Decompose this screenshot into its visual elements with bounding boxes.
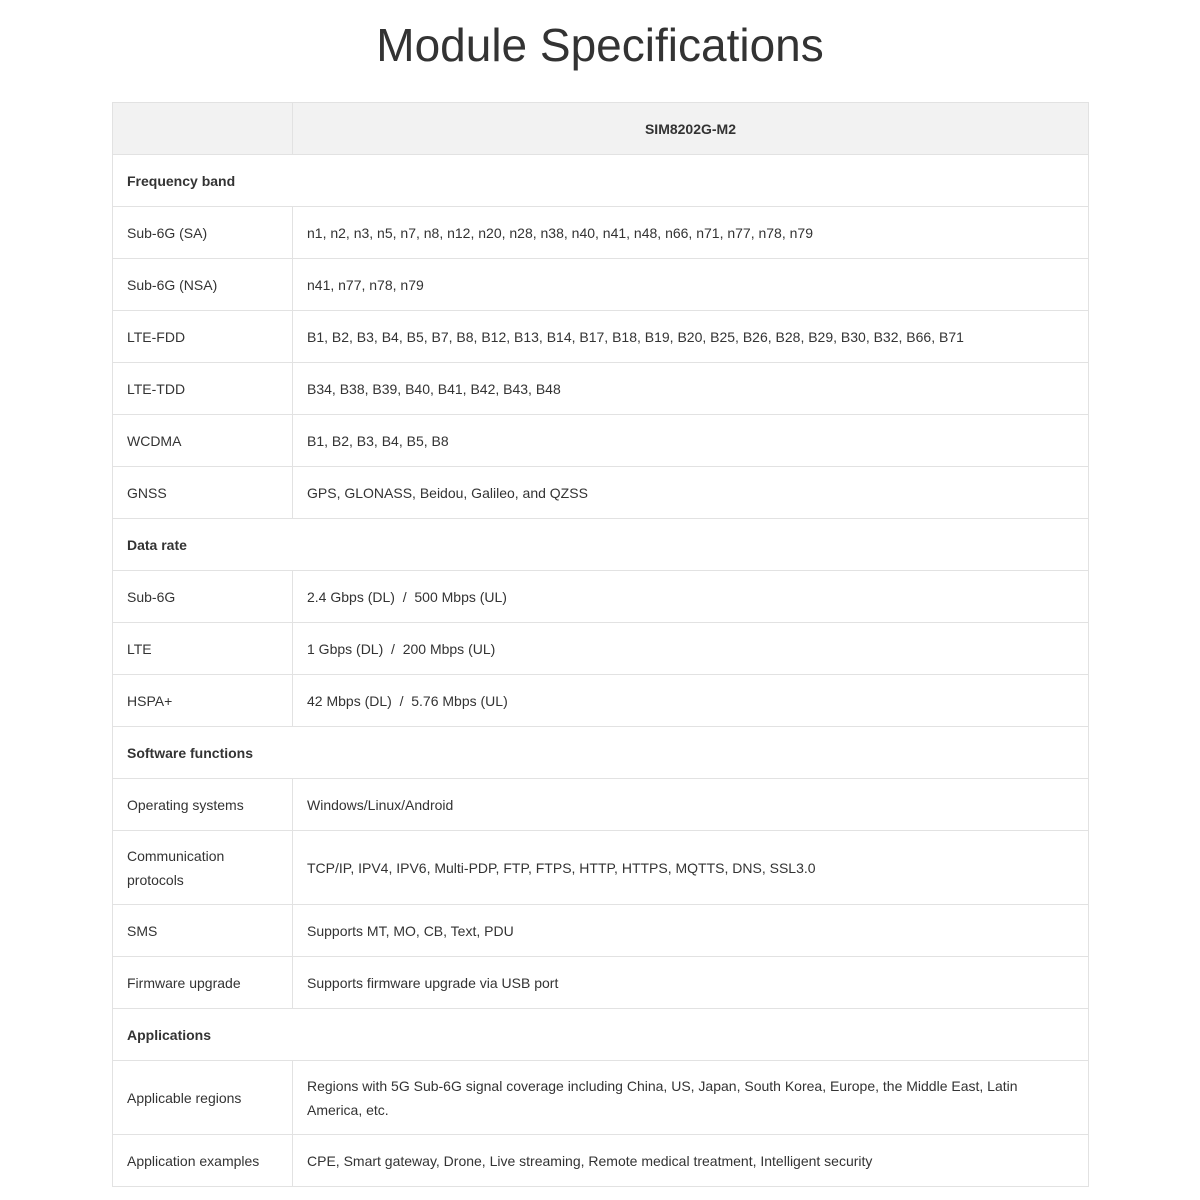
- table-row: [113, 311, 1089, 363]
- table-row: [113, 1135, 1089, 1187]
- spec-label: Sub-6G (NSA): [113, 259, 293, 311]
- table-row: [113, 779, 1089, 831]
- table-row: [113, 467, 1089, 519]
- header-model: SIM8202G-M2: [293, 103, 1089, 155]
- spec-value: Regions with 5G Sub-6G signal coverage including China, US, Japan, South Korea, Europe, the Middle East, Latin America, etc.: [293, 1061, 1089, 1135]
- spec-label: Applicable regions: [113, 1061, 293, 1135]
- spec-value: n41, n77, n78, n79: [293, 259, 1089, 311]
- spec-value: TCP/IP, IPV4, IPV6, Multi-PDP, FTP, FTPS, HTTP, HTTPS, MQTTS, DNS, SSL3.0: [293, 831, 1089, 905]
- spec-label: LTE-FDD: [113, 311, 293, 363]
- table-row: [113, 905, 1089, 957]
- spec-label: Operating systems: [113, 779, 293, 831]
- spec-label: Sub-6G (SA): [113, 207, 293, 259]
- table-row: [113, 675, 1089, 727]
- table-header-row: [113, 103, 1089, 155]
- table-row: [113, 363, 1089, 415]
- spec-value: 2.4 Gbps (DL) / 500 Mbps (UL): [293, 571, 1089, 623]
- spec-value: B1, B2, B3, B4, B5, B8: [293, 415, 1089, 467]
- spec-label: Sub-6G: [113, 571, 293, 623]
- table-row: [113, 259, 1089, 311]
- spec-value: 1 Gbps (DL) / 200 Mbps (UL): [293, 623, 1089, 675]
- section-title: Applications: [113, 1009, 1089, 1061]
- spec-label: LTE: [113, 623, 293, 675]
- spec-value: n1, n2, n3, n5, n7, n8, n12, n20, n28, n38, n40, n41, n48, n66, n71, n77, n78, n79: [293, 207, 1089, 259]
- spec-label: GNSS: [113, 467, 293, 519]
- spec-label: Firmware upgrade: [113, 957, 293, 1009]
- section-row: [113, 155, 1089, 207]
- table-row: [113, 415, 1089, 467]
- section-title: Software functions: [113, 727, 1089, 779]
- section-row: [113, 727, 1089, 779]
- table-row: [113, 207, 1089, 259]
- spec-value: 42 Mbps (DL) / 5.76 Mbps (UL): [293, 675, 1089, 727]
- spec-label: LTE-TDD: [113, 363, 293, 415]
- spec-label: Communication protocols: [113, 831, 293, 905]
- section-row: [113, 519, 1089, 571]
- page-title: Module Specifications: [376, 19, 824, 71]
- section-title: Frequency band: [113, 155, 1089, 207]
- spec-value: Supports MT, MO, CB, Text, PDU: [293, 905, 1089, 957]
- spec-value: Windows/Linux/Android: [293, 779, 1089, 831]
- table-row: [113, 1061, 1089, 1135]
- spec-label: HSPA+: [113, 675, 293, 727]
- table-row: [113, 957, 1089, 1009]
- spec-value: B1, B2, B3, B4, B5, B7, B8, B12, B13, B14, B17, B18, B19, B20, B25, B26, B28, B29, B30, B32, B66, B71: [293, 311, 1089, 363]
- spec-value: GPS, GLONASS, Beidou, Galileo, and QZSS: [293, 467, 1089, 519]
- spec-value: Supports firmware upgrade via USB port: [293, 957, 1089, 1009]
- spec-label: SMS: [113, 905, 293, 957]
- table-row: [113, 571, 1089, 623]
- spec-label: Application examples: [113, 1135, 293, 1187]
- table-row: [113, 623, 1089, 675]
- section-row: [113, 1009, 1089, 1061]
- spec-table: [112, 102, 1089, 1187]
- header-corner: [113, 103, 293, 155]
- spec-value: CPE, Smart gateway, Drone, Live streaming, Remote medical treatment, Intelligent security: [293, 1135, 1089, 1187]
- spec-label: WCDMA: [113, 415, 293, 467]
- spec-value: B34, B38, B39, B40, B41, B42, B43, B48: [293, 363, 1089, 415]
- table-row: [113, 831, 1089, 905]
- section-title: Data rate: [113, 519, 1089, 571]
